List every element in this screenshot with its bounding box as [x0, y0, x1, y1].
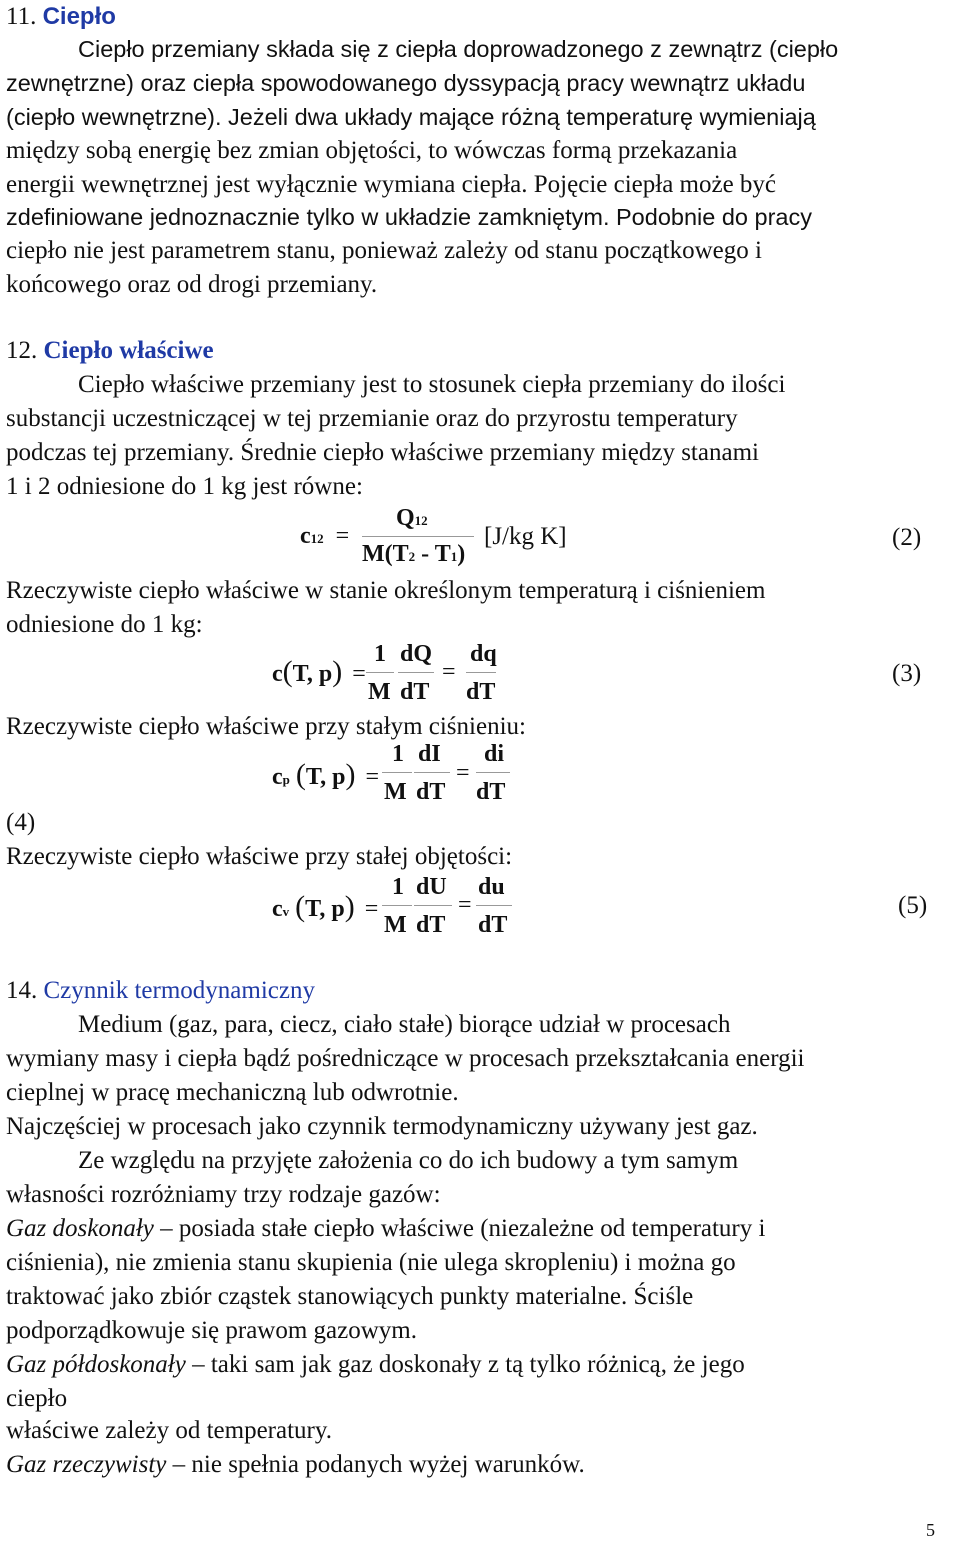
section-number: 12.	[6, 337, 38, 364]
paragraph-line: odniesione do 1 kg:	[6, 611, 203, 638]
paragraph-line: substancji uczestniczącej w tej przemianie oraz do przyrostu temperatury	[6, 405, 738, 432]
section-12-heading	[6, 334, 214, 368]
paragraph-line: (ciepło wewnętrzne). Jeżeli dwa układy mające różną temperaturę wymieniają	[6, 104, 816, 130]
term: Gaz doskonały	[6, 1215, 154, 1242]
equation-label: (2)	[892, 524, 922, 551]
paragraph-line: Rzeczywiste ciepło właściwe przy stałym ciśnieniu:	[6, 713, 526, 740]
paragraph-line: Rzeczywiste ciepło właściwe przy stałej objętości:	[6, 843, 513, 870]
paragraph-line: właściwe zależy od temperatury.	[6, 1417, 333, 1444]
paragraph-line: Ciepło właściwe przemiany jest to stosunek ciepła przemiany do ilości	[78, 371, 786, 398]
paragraph-line: Ciepło przemiany składa się z ciepła doprowadzonego z zewnątrz (ciepło	[78, 36, 839, 62]
section-title: Czynnik termodynamiczny	[43, 977, 315, 1004]
paragraph-line: podczas tej przemiany. Średnie ciepło właściwe przemiany między stanami	[6, 439, 759, 466]
section-11-heading	[6, 0, 116, 34]
term: Gaz półdoskonały	[6, 1351, 186, 1378]
paragraph-line: ciepło nie jest parametrem stanu, ponieważ zależy od stanu początkowego i	[6, 237, 762, 264]
paragraph-line: energii wewnętrznej jest wyłącznie wymiana ciepła. Pojęcie ciepła może być	[6, 171, 777, 198]
equation-label: (4)	[6, 809, 36, 836]
paragraph-line: Najczęściej w procesach jako czynnik termodynamiczny używany jest gaz.	[6, 1113, 758, 1140]
paragraph-line: 1 i 2 odniesione do 1 kg jest równe:	[6, 473, 363, 500]
section-number: 14.	[6, 977, 38, 1004]
equation-label: (3)	[892, 660, 922, 687]
paragraph-line: Rzeczywiste ciepło właściwe w stanie określonym temperaturą i ciśnieniem	[6, 577, 766, 604]
paragraph-line: ciepło	[6, 1385, 68, 1412]
fraction-denominator: M(T2 - T1)	[362, 541, 466, 567]
paragraph-line: wymiany masy i ciepła bądź pośredniczące w procesach przekształcania energii	[6, 1045, 805, 1072]
section-title: Ciepło	[42, 3, 116, 30]
paragraph-line: własności rozróżniamy trzy rodzaje gazów:	[6, 1181, 441, 1208]
fraction-bar	[362, 536, 474, 537]
fraction-numerator: Q12	[396, 505, 428, 531]
paragraph-line: cieplnej w pracę mechaniczną lub odwrotnie.	[6, 1079, 459, 1106]
real-gas-definition: Gaz rzeczywisty – nie spełnia podanych wyżej warunków.	[6, 1451, 585, 1478]
section-title: Ciepło właściwe	[43, 337, 214, 364]
paragraph-line: między sobą energię bez zmian objętości, to wówczas formą przekazania	[6, 137, 738, 164]
ideal-gas-definition: Gaz doskonały – posiada stałe ciepło właściwe (niezależne od temperatury i	[6, 1215, 766, 1242]
paragraph-line: Medium (gaz, para, ciecz, ciało stałe) biorące udział w procesach	[78, 1011, 731, 1038]
paragraph-line: podporządkowuje się prawom gazowym.	[6, 1317, 417, 1344]
paragraph-line: ciśnienia), nie zmienia stanu skupienia (nie ulega skropleniu) i można go	[6, 1249, 736, 1276]
term: Gaz rzeczywisty	[6, 1451, 167, 1478]
equation-label: (5)	[898, 892, 928, 919]
paragraph-line: traktować jako zbiór cząstek stanowiących punkty materialne. Ściśle	[6, 1283, 694, 1310]
page-number: 5	[926, 1520, 935, 1540]
paragraph-line: zewnętrzne) oraz ciepła spowodowanego dyssypacją pracy wewnątrz układu	[6, 70, 806, 96]
section-number: 11.	[6, 3, 37, 30]
paragraph-line: końcowego oraz od drogi przemiany.	[6, 271, 378, 298]
paragraph-line: zdefiniowane jednoznacznie tylko w układzie zamkniętym. Podobnie do pracy	[6, 204, 812, 230]
equation-unit: [J/kg K]	[484, 523, 567, 550]
semi-ideal-gas-definition: Gaz półdoskonały – taki sam jak gaz doskonały z tą tylko różnicą, że jego	[6, 1351, 745, 1378]
section-14-heading	[6, 974, 315, 1008]
paragraph-line: Ze względu na przyjęte założenia co do ich budowy a tym samym	[78, 1147, 739, 1174]
